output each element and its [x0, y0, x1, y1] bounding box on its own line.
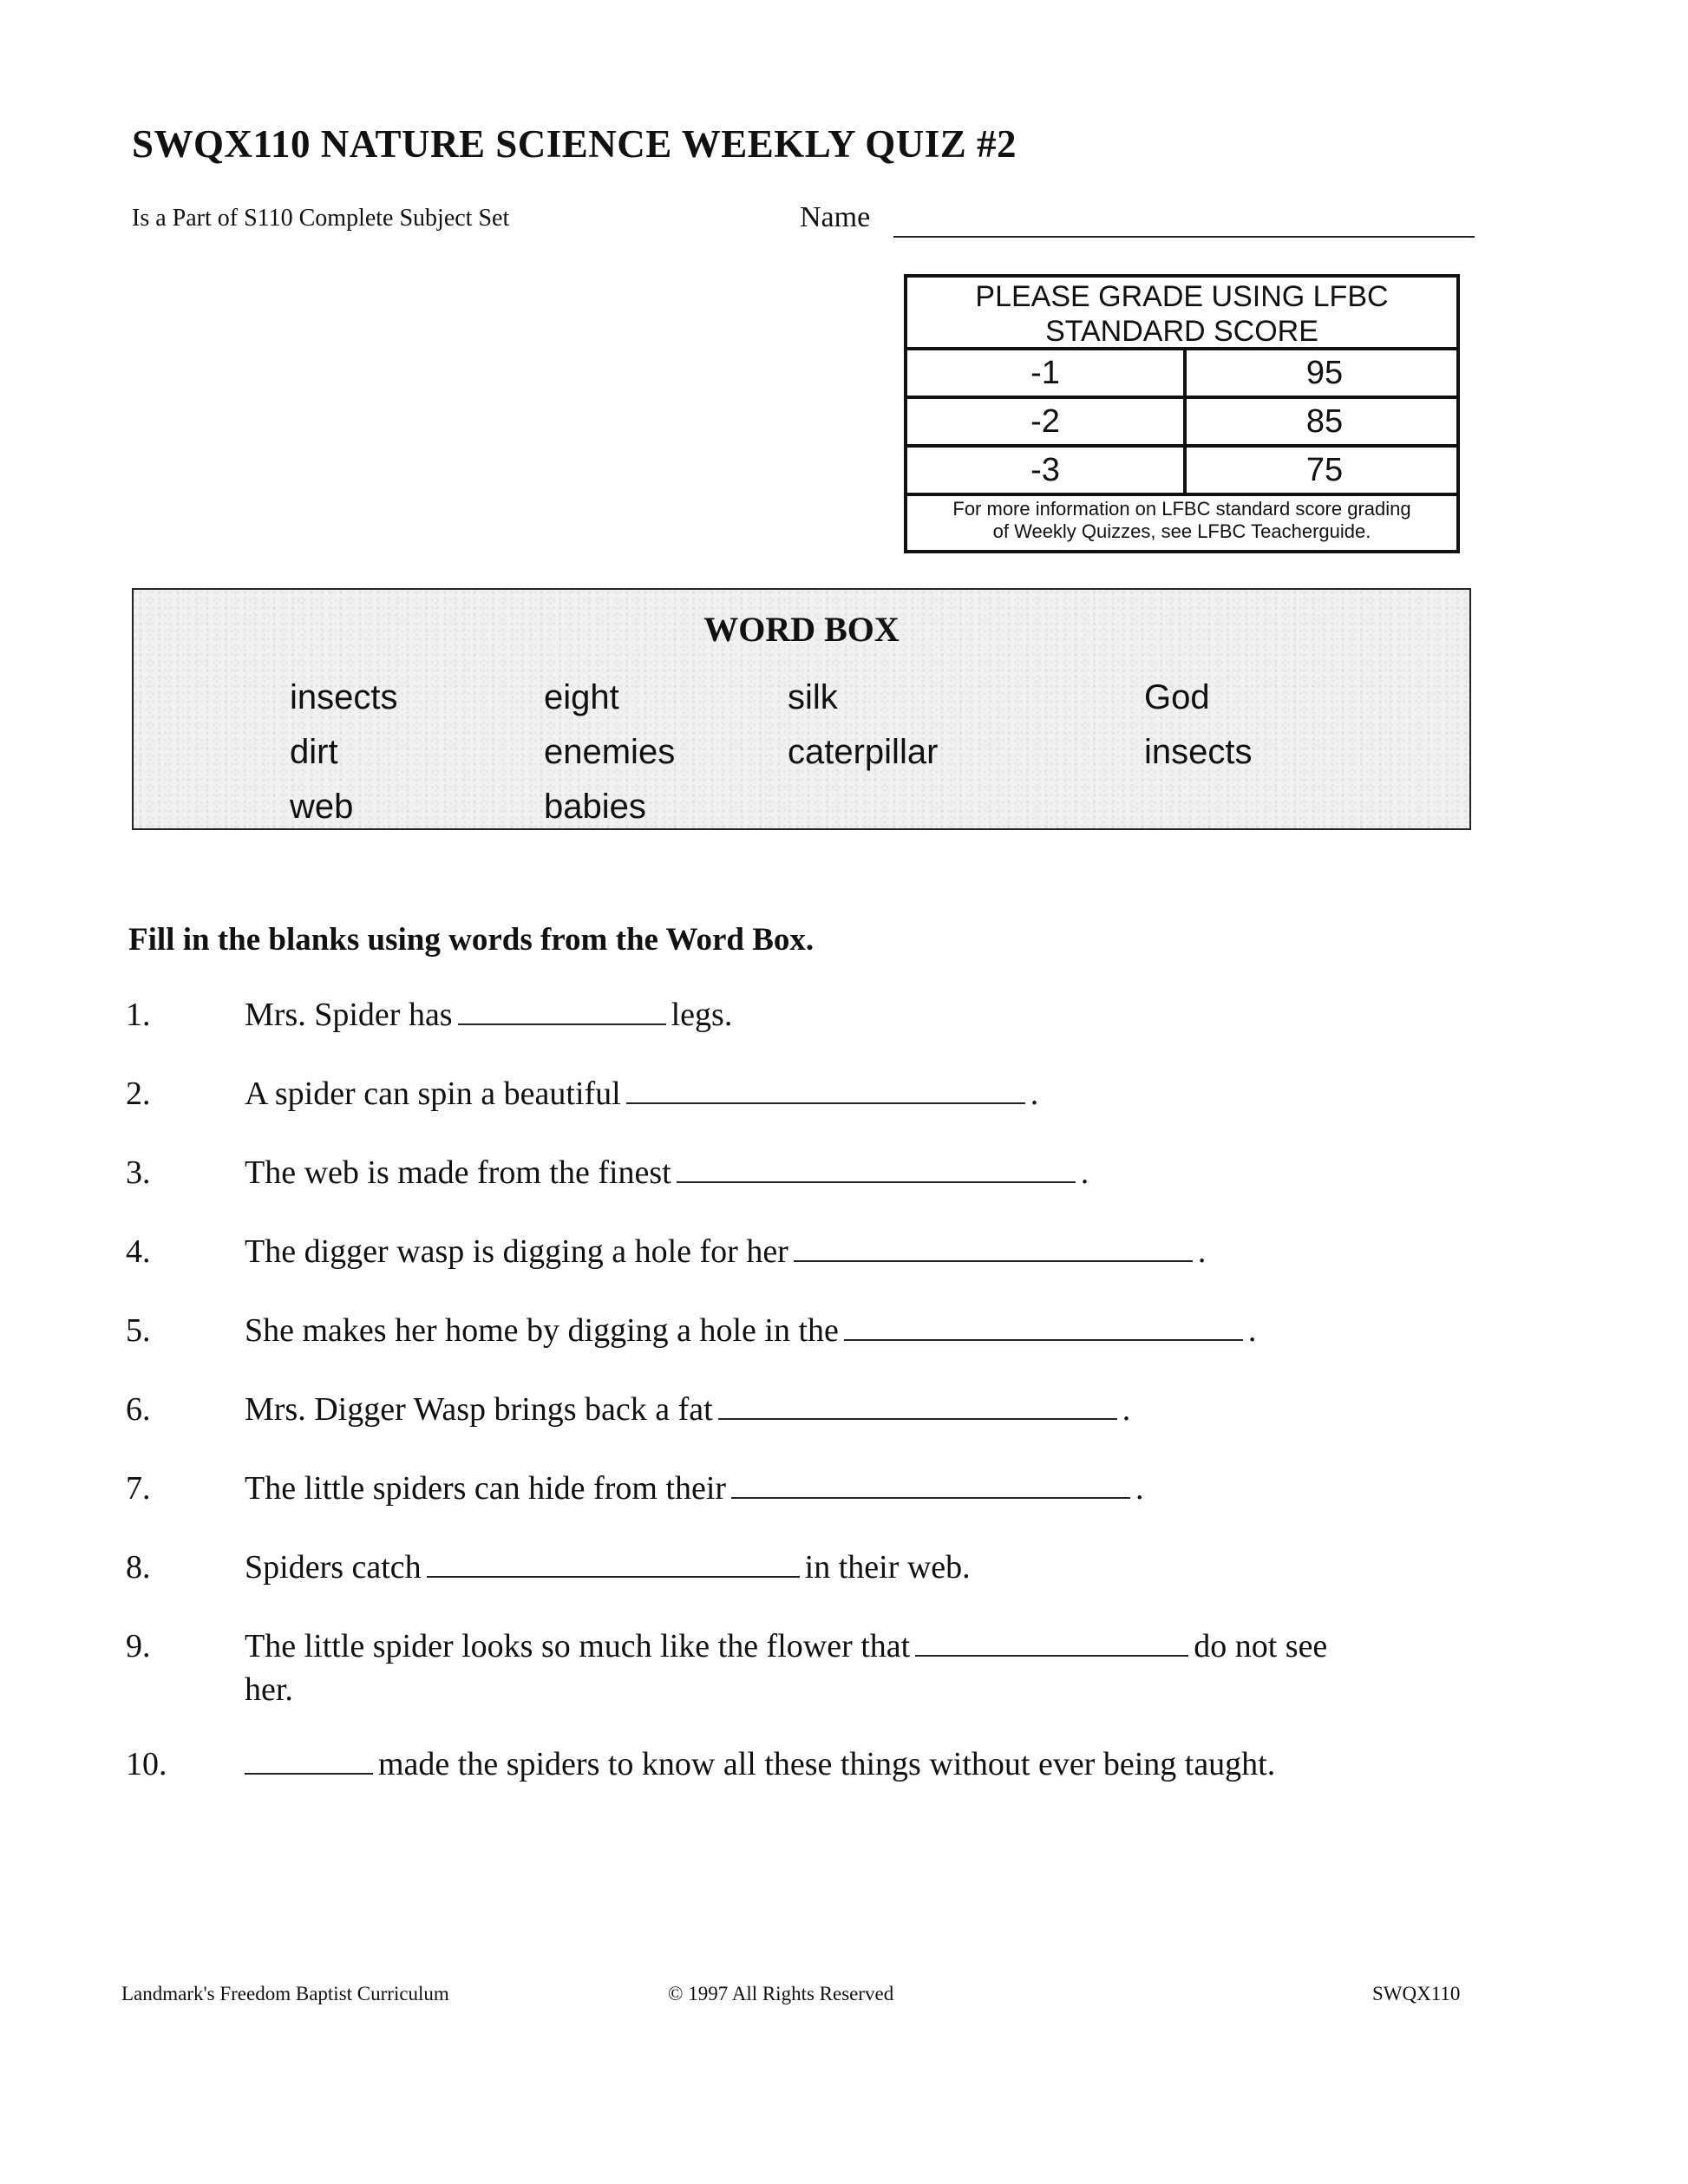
word-box-word: God — [1144, 678, 1210, 716]
subject-set-note: Is a Part of S110 Complete Subject Set — [132, 205, 510, 232]
question-number: 6. — [126, 1391, 151, 1428]
answer-blank[interactable] — [718, 1392, 1117, 1420]
word-box-word: web — [290, 788, 354, 826]
question-number: 10. — [126, 1746, 167, 1782]
footer-publisher: Landmark's Freedom Baptist Curriculum — [121, 1983, 449, 2004]
grading-row — [907, 350, 1456, 399]
word-box-word: insects — [290, 678, 398, 716]
question-text: . — [1247, 1312, 1257, 1349]
answer-blank[interactable] — [677, 1155, 1076, 1183]
standard-score: 75 — [1305, 452, 1344, 488]
question-text: The web is made from the finest — [245, 1154, 671, 1191]
name-label: Name — [800, 201, 871, 233]
standard-score: 95 — [1305, 355, 1344, 391]
grading-header-line: STANDARD SCORE — [1045, 315, 1318, 348]
grading-row — [907, 399, 1456, 448]
question-number: 1. — [126, 997, 151, 1033]
question-number: 4. — [126, 1233, 151, 1270]
word-box-word: silk — [788, 678, 838, 716]
name-field[interactable] — [893, 236, 1475, 238]
question-text: Spiders catch — [245, 1549, 422, 1586]
word-box-word: babies — [544, 788, 646, 826]
question-text: legs. — [671, 997, 733, 1033]
question-text: Mrs. Digger Wasp brings back a fat — [245, 1391, 713, 1428]
word-box-title: WORD BOX — [703, 610, 900, 649]
word-box — [132, 588, 1471, 830]
word-box-word: eight — [544, 678, 619, 716]
missed-count: -3 — [907, 448, 1187, 493]
answer-blank[interactable] — [427, 1550, 800, 1578]
question-number: 9. — [126, 1628, 151, 1664]
answer-blank[interactable] — [794, 1234, 1193, 1262]
question-text: . — [1030, 1076, 1039, 1112]
question-text: made the spiders to know all these things without ever being taught. — [378, 1746, 1276, 1782]
grading-note-line: For more information on LFBC standard score grading — [952, 498, 1411, 520]
grading-note-line: of Weekly Quizzes, see LFBC Teacherguide. — [992, 520, 1371, 542]
question-number: 8. — [126, 1549, 151, 1586]
word-box-word: insects — [1144, 733, 1253, 771]
footer-copyright: © 1997 All Rights Reserved — [668, 1983, 894, 2004]
question-text: . — [1135, 1470, 1144, 1507]
question-number: 3. — [126, 1154, 151, 1191]
missed-count: -2 — [907, 399, 1187, 444]
word-box-word: dirt — [290, 733, 338, 771]
grading-table — [904, 274, 1460, 553]
question-number: 2. — [126, 1076, 151, 1112]
question-text: do not see — [1194, 1628, 1328, 1664]
answer-blank[interactable] — [626, 1076, 1025, 1104]
question-text-continued: her. — [245, 1671, 293, 1708]
grading-row — [907, 448, 1456, 496]
grading-header-line: PLEASE GRADE USING LFBC — [975, 280, 1389, 313]
question-number: 7. — [126, 1470, 151, 1507]
question-text: The digger wasp is digging a hole for her — [245, 1233, 788, 1270]
question-text: . — [1197, 1233, 1207, 1270]
grading-note — [907, 496, 1456, 543]
answer-blank[interactable] — [844, 1313, 1243, 1341]
answer-blank[interactable] — [245, 1747, 373, 1775]
standard-score: 85 — [1305, 403, 1344, 440]
question-number: 5. — [126, 1312, 151, 1349]
word-box-word: caterpillar — [788, 733, 939, 771]
instructions: Fill in the blanks using words from the Word Box. — [128, 922, 815, 958]
question-text: Mrs. Spider has — [245, 997, 453, 1033]
question-text: A spider can spin a beautiful — [245, 1076, 621, 1112]
question-text: She makes her home by digging a hole in the — [245, 1312, 839, 1349]
grading-table-header — [907, 278, 1456, 350]
question-text: The little spiders can hide from their — [245, 1470, 727, 1507]
answer-blank[interactable] — [915, 1629, 1188, 1657]
answer-blank[interactable] — [731, 1471, 1130, 1499]
footer-code: SWQX110 — [1372, 1983, 1461, 2004]
answer-blank[interactable] — [458, 997, 666, 1025]
word-box-word: enemies — [544, 733, 676, 771]
question-text: in their web. — [804, 1549, 971, 1586]
question-text: . — [1122, 1391, 1131, 1428]
question-text: The little spider looks so much like the flower that — [245, 1628, 911, 1664]
missed-count: -1 — [907, 350, 1187, 396]
quiz-title: SWQX110 NATURE SCIENCE WEEKLY QUIZ #2 — [132, 122, 1017, 166]
question-text: . — [1080, 1154, 1089, 1191]
